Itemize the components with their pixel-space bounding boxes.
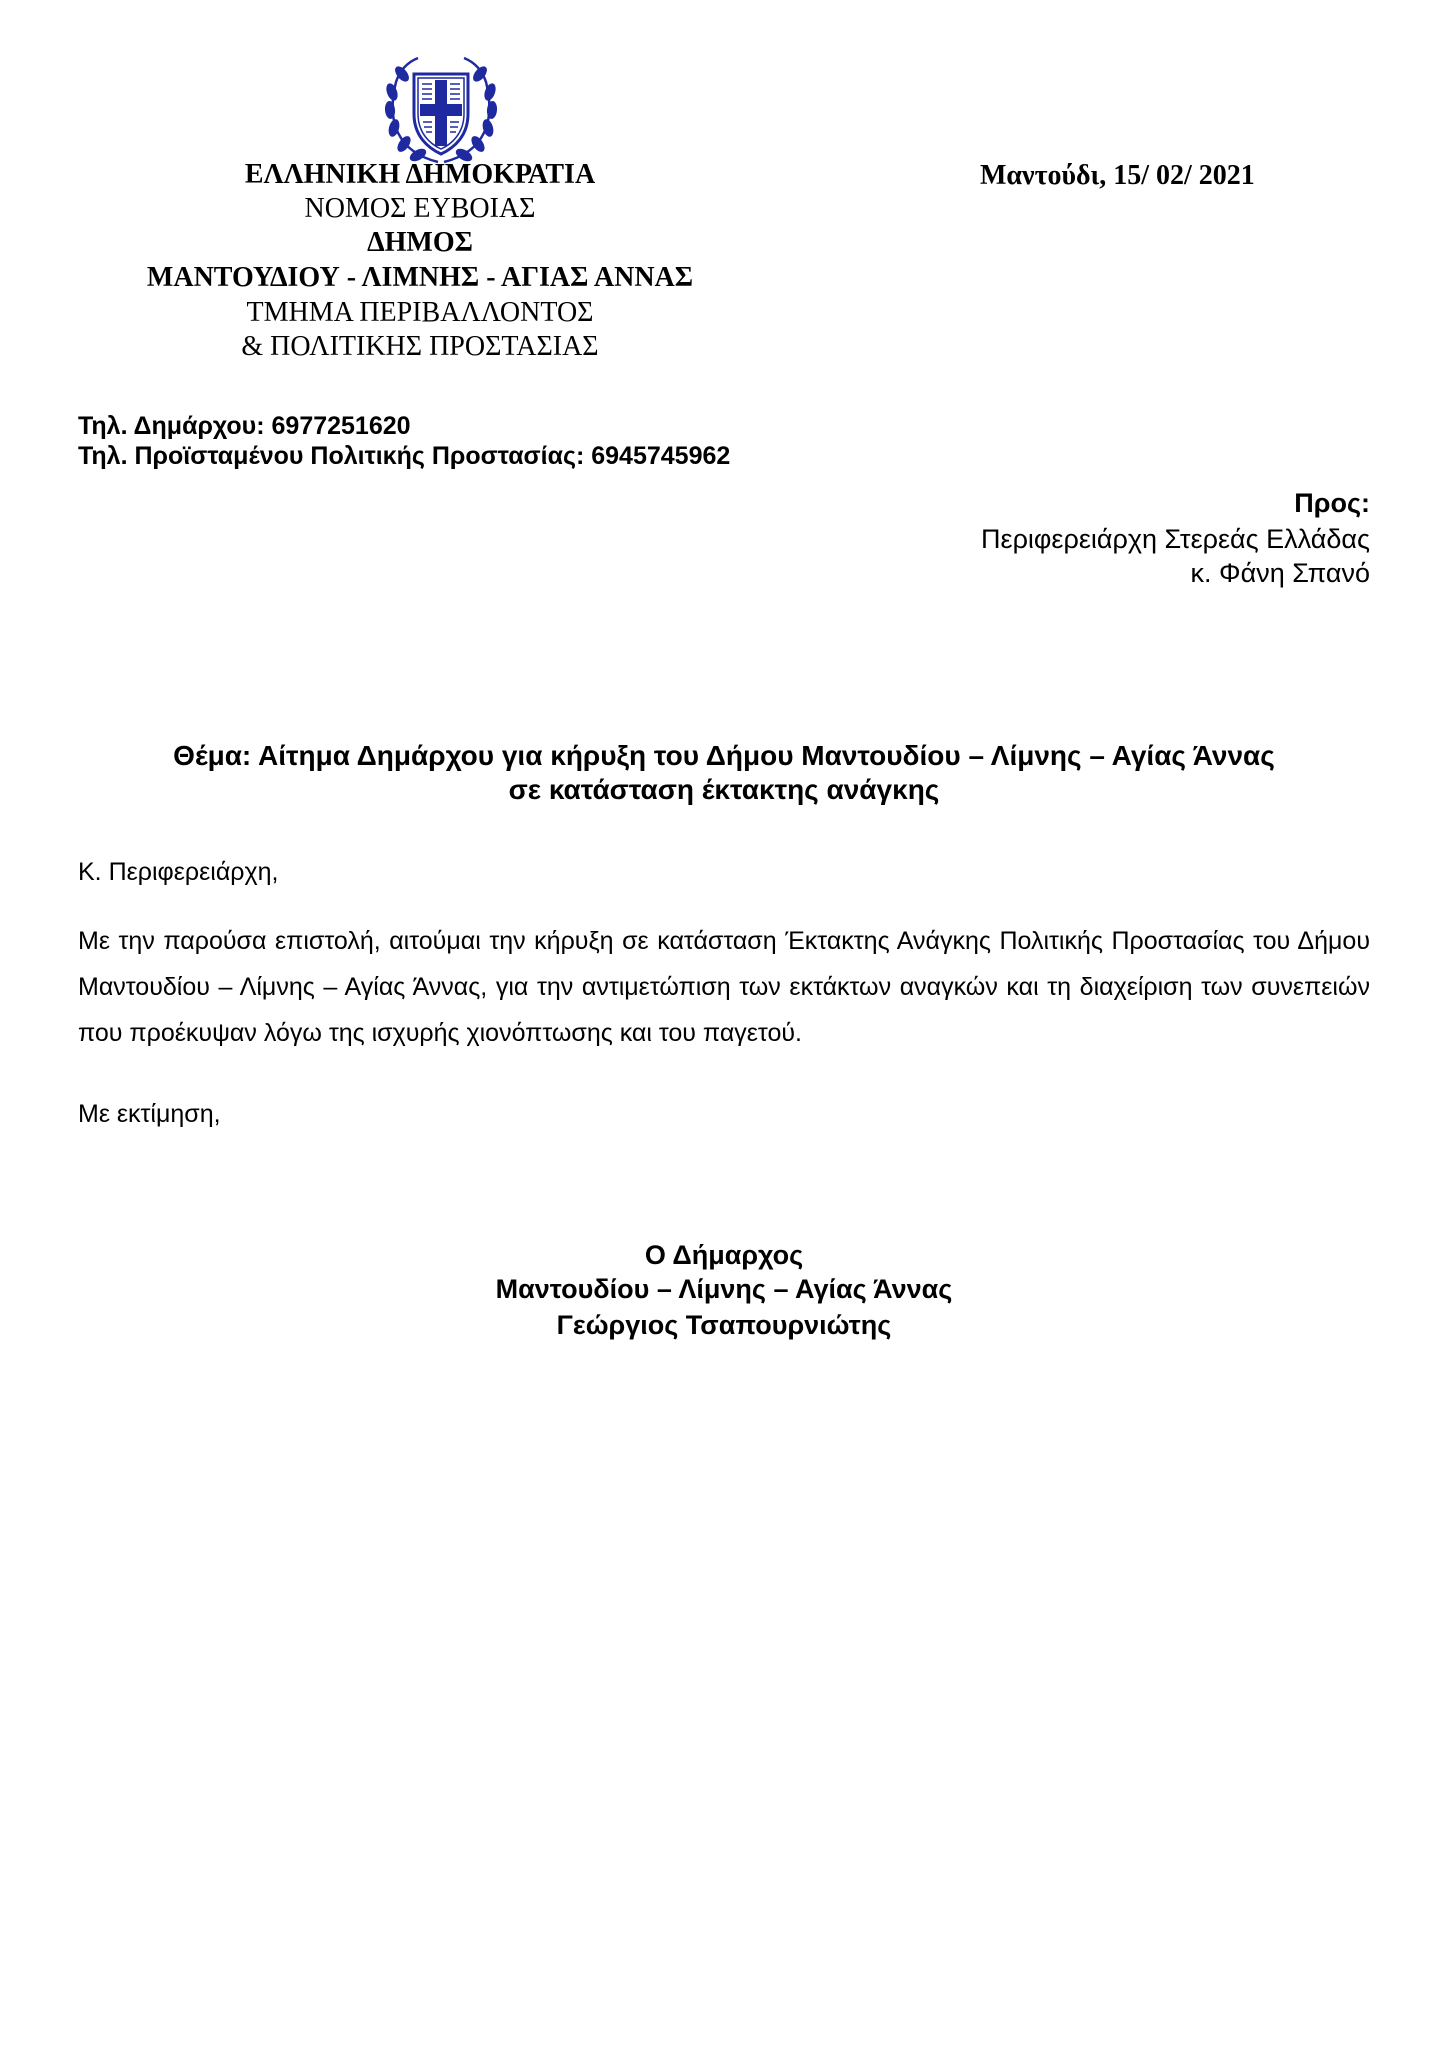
header-municipality-label: ΔΗΜΟΣ — [367, 227, 473, 258]
header-country: ΕΛΛΗΝΙΚΗ ΔΗΜΟΚΡΑΤΙΑ — [244, 159, 596, 190]
letter-date: Μαντούδι, 15/ 02/ 2021 — [980, 160, 1255, 191]
civil-protection-phone: Τηλ. Προϊσταμένου Πολιτικής Προστασίας: 6945745962 — [78, 442, 731, 470]
subject-line-2: σε κατάσταση έκτακτης ανάγκης — [508, 774, 940, 805]
mayor-phone: Τηλ. Δημάρχου: 6977251620 — [78, 412, 411, 440]
recipient-title: Περιφερειάρχη Στερεάς Ελλάδας — [981, 524, 1370, 554]
subject-line-1: Θέμα: Αίτημα Δημάρχου για κήρυξη του Δήμου Μαντουδίου – Λίμνης – Αγίας Άννας — [173, 740, 1275, 771]
closing: Με εκτίμηση, — [78, 1100, 221, 1128]
header-department-2: & ΠΟΛΙΤΙΚΗΣ ΠΡΟΣΤΑΣΙΑΣ — [241, 331, 599, 362]
salutation: Κ. Περιφερειάρχη, — [78, 858, 279, 886]
signature-municipality: Μαντουδίου – Λίμνης – Αγίας Άννας — [495, 1274, 953, 1304]
header-municipality-name: ΜΑΝΤΟΥΔΙΟΥ - ΛΙΜΝΗΣ - ΑΓΙΑΣ ΑΝΝΑΣ — [146, 262, 694, 293]
letter-body: Με την παρούσα επιστολή, αιτούμαι την κήρυξη σε κατάσταση Έκτακτης Ανάγκης Πολιτικής Προστασίας του Δήμου Μαντουδίου – Λίμνης – Αγίας Άννας, για την αντιμετώπιση των εκτάκτων αναγκών και τη διαχείριση των συνεπειών που προέκυψαν λόγω της ισχυρής χιονόπτωσης και του παγετού. — [78, 927, 1370, 1047]
recipient-label: Προς: — [1294, 488, 1370, 518]
header-department: ΤΜΗΜΑ ΠΕΡΙΒΑΛΛΟΝΤΟΣ — [246, 297, 594, 328]
greek-coat-of-arms-icon — [378, 52, 504, 169]
header-prefecture: ΝΟΜΟΣ ΕΥΒΟΙΑΣ — [304, 193, 536, 224]
signature-name: Γεώργιος Τσαπουρνιώτης — [556, 1310, 892, 1340]
recipient-name: κ. Φάνη Σπανό — [1190, 558, 1370, 588]
signature-role: Ο Δήμαρχος — [644, 1240, 804, 1270]
